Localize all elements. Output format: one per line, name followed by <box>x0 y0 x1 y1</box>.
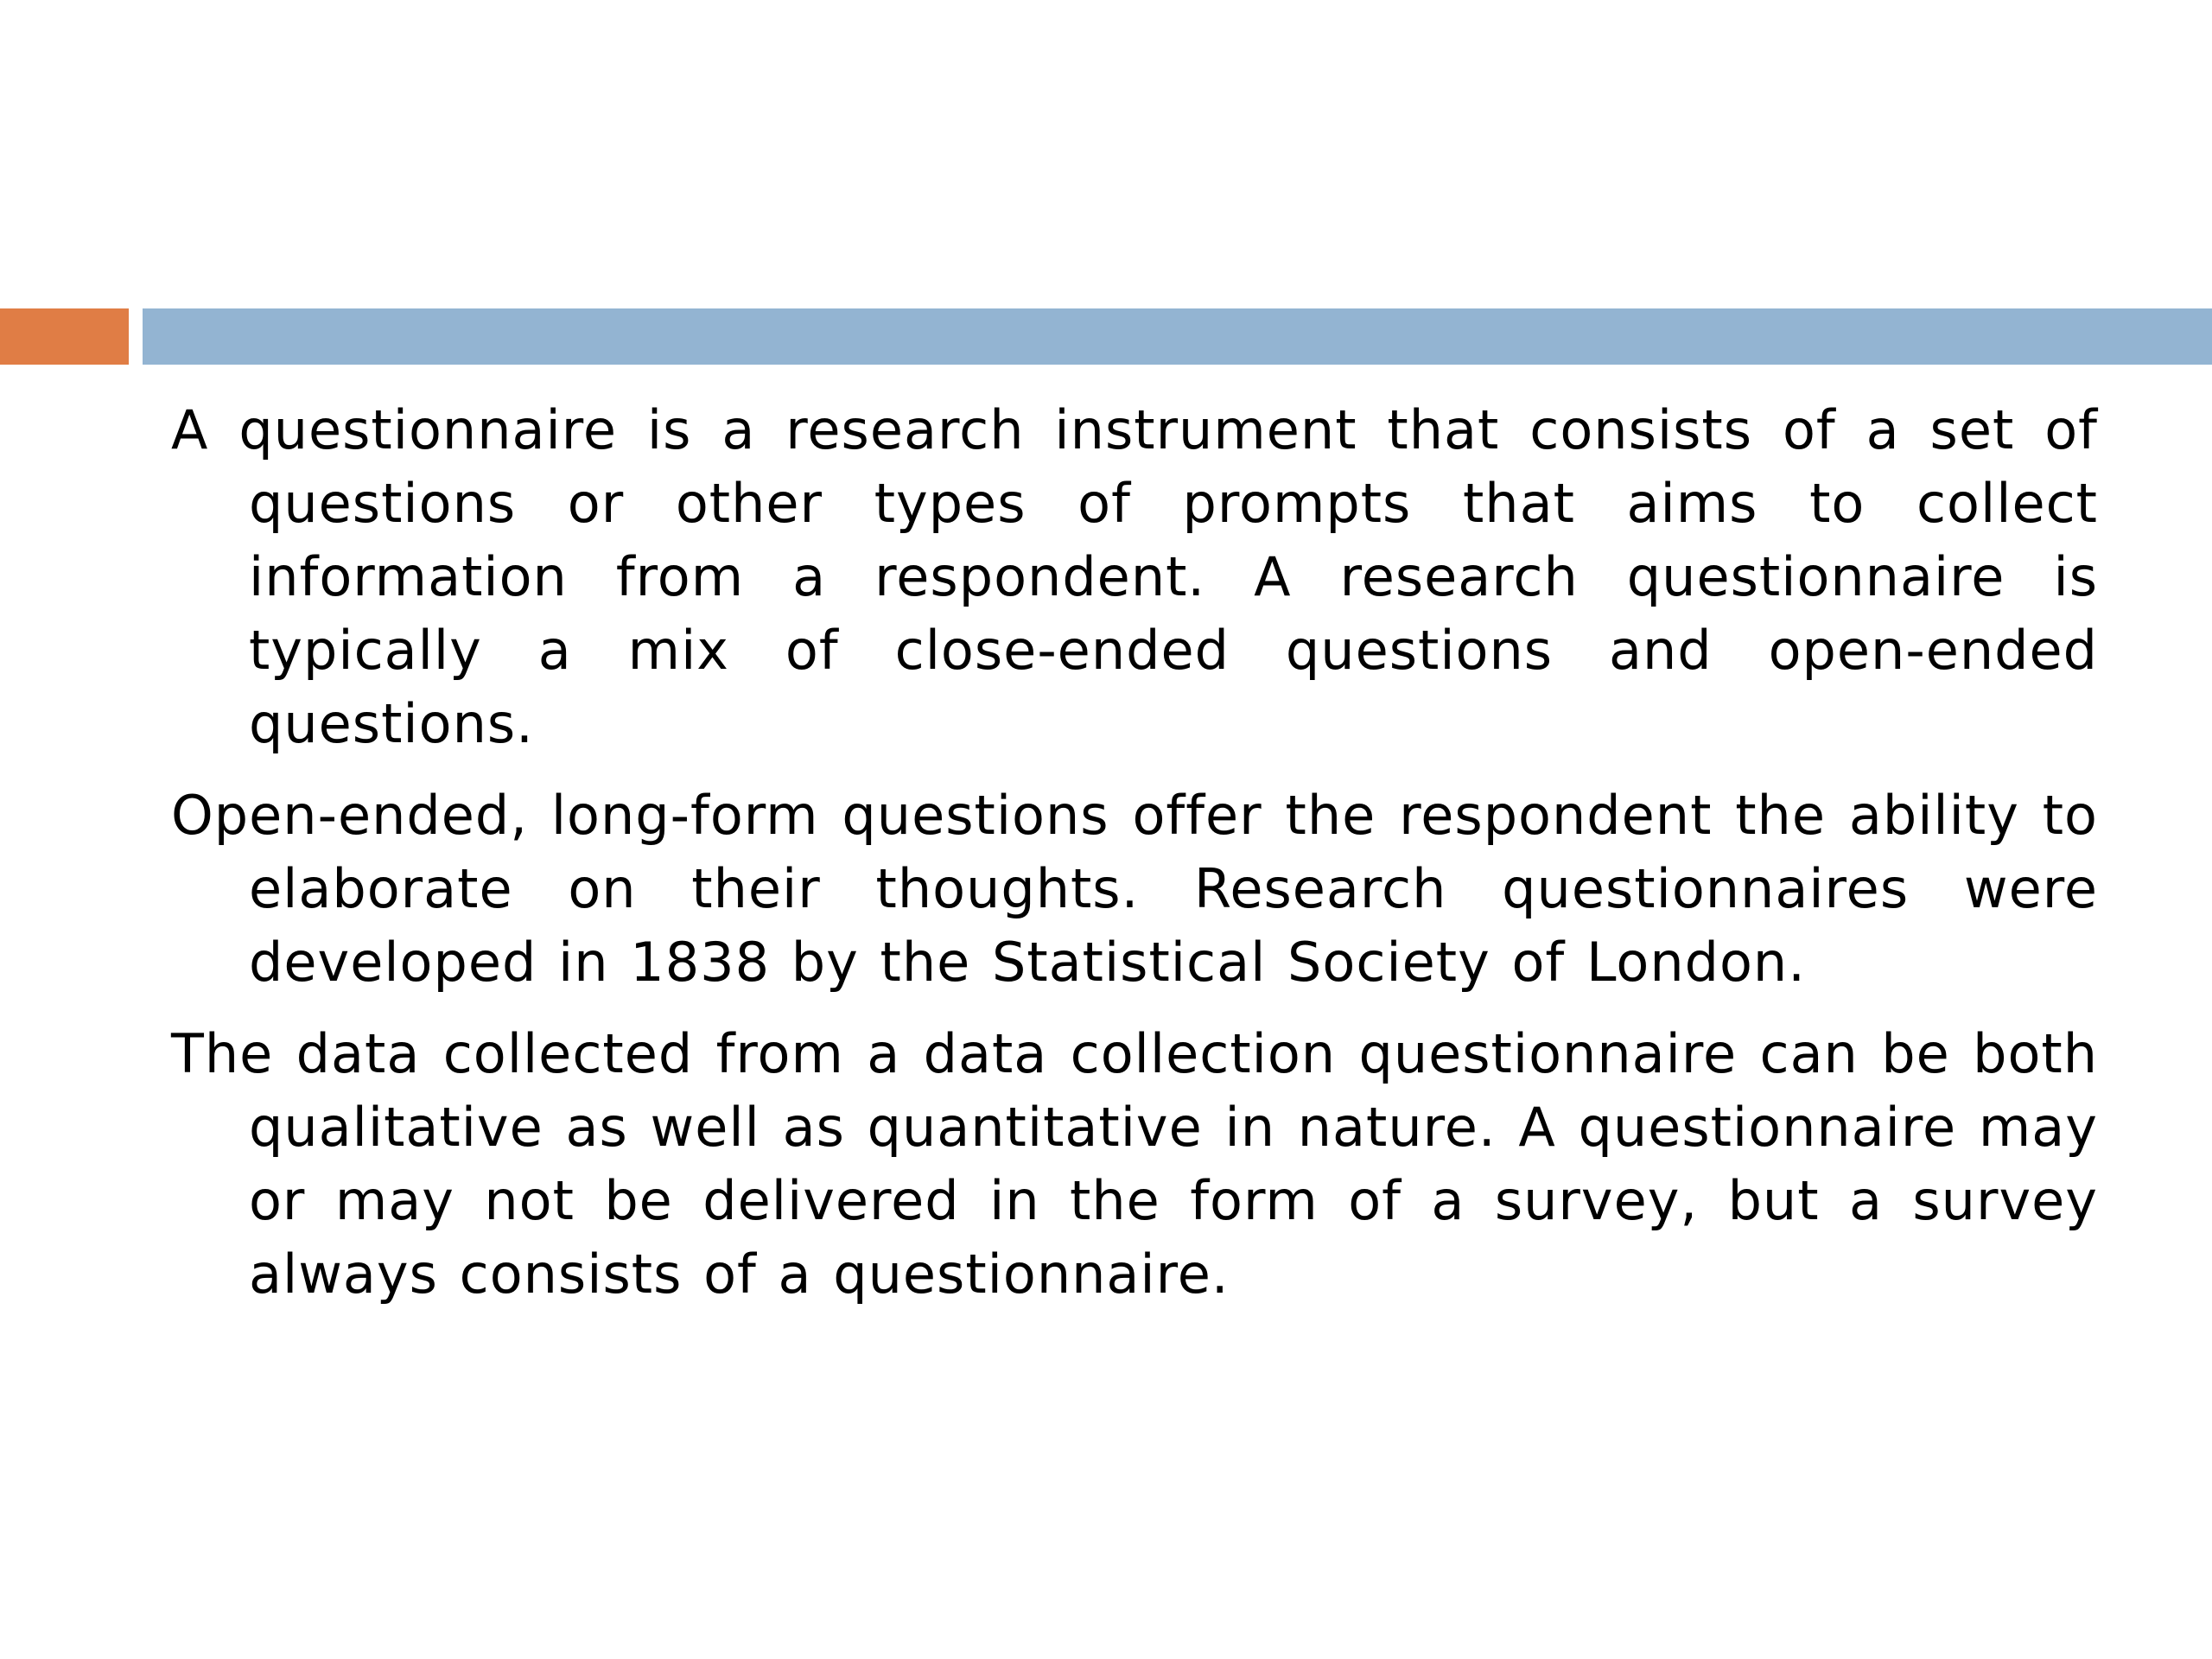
accent-bar-blue <box>143 308 2212 365</box>
paragraph-definition: A questionnaire is a research instrument that consists of a set of questions or other types of prompts that aims to collect information from a respondent. A research questionnaire is typically a mix of close-ended questions and open-ended questions. <box>171 398 2098 755</box>
paragraph-history: Open-ended, long-form questions offer the respondent the ability to elaborate on their thoughts. Research questionnaires were developed in 1838 by the Statistical Society of London. <box>171 784 2098 994</box>
paragraph-data-types: The data collected from a data collection questionnaire can be both qualitative as well as quantitative in nature. A questionnaire may or may not be delivered in the form of a survey, but a survey always consists of a questionnaire. <box>171 1022 2098 1306</box>
slide-body <box>171 393 2098 1329</box>
accent-bar-orange <box>0 308 129 365</box>
